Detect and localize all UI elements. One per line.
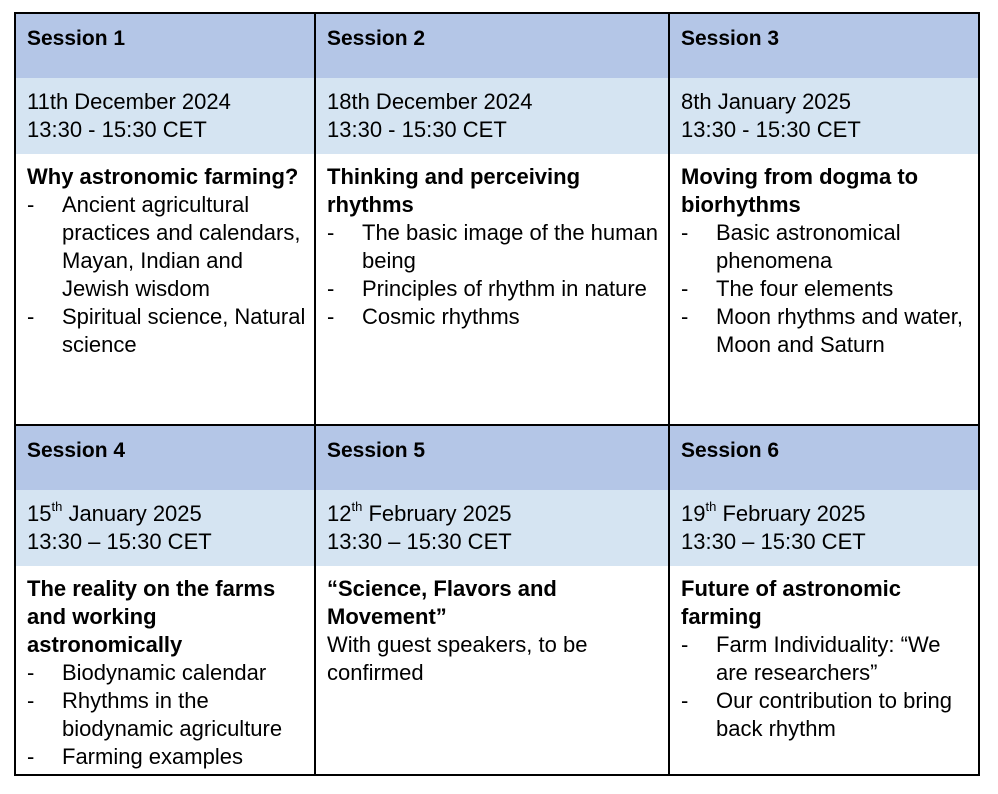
list-item: - Ancient agricultural practices and calendars, Mayan, Indian and Jewish wisdom xyxy=(27,191,308,303)
session-2-topic: Thinking and perceiving rhythms xyxy=(327,164,581,217)
date-ordinal-suffix: th xyxy=(51,498,63,514)
session-3-topic: Moving from dogma to biorhythms xyxy=(681,164,919,217)
session-6-datetime xyxy=(670,490,978,566)
list-item: - Spiritual science, Natural science xyxy=(27,303,308,359)
session-2-cell xyxy=(314,14,668,424)
session-1-date: 11th December 2024 xyxy=(27,89,231,114)
session-3-title: Session 3 xyxy=(670,14,978,78)
session-6-date xyxy=(681,500,968,528)
session-2-items xyxy=(327,219,662,331)
session-4-time: 13:30 – 15:30 CET xyxy=(27,529,212,554)
session-4-title: Session 4 xyxy=(16,426,314,490)
session-2-time: 13:30 - 15:30 CET xyxy=(327,117,507,142)
session-4-cell xyxy=(16,424,314,774)
session-4-datetime xyxy=(16,490,314,566)
session-1-items xyxy=(27,191,308,359)
session-2-date: 18th December 2024 xyxy=(327,89,533,114)
session-3-date: 8th January 2025 xyxy=(681,89,852,114)
session-6-items xyxy=(681,631,972,743)
session-5-topic: “Science, Flavors and Movement” xyxy=(327,576,557,629)
session-6-cell xyxy=(668,424,978,774)
date-ordinal-suffix: th xyxy=(705,498,717,514)
list-item: - Basic astronomical phenomena xyxy=(681,219,972,275)
session-5-note: With guest speakers, to be confirmed xyxy=(327,632,588,685)
date-month-year: February 2025 xyxy=(716,501,866,526)
session-5-date xyxy=(327,500,658,528)
date-ordinal-suffix: th xyxy=(351,498,363,514)
list-item: - Farm Individuality: “We are researchers” xyxy=(681,631,972,687)
session-4-items xyxy=(27,659,308,771)
date-month-year: January 2025 xyxy=(62,501,202,526)
session-schedule-table xyxy=(14,12,980,776)
session-3-time: 13:30 - 15:30 CET xyxy=(681,117,861,142)
list-item: - Moon rhythms and water, Moon and Saturn xyxy=(681,303,972,359)
session-1-topic: Why astronomic farming? xyxy=(27,164,299,189)
list-item: - The basic image of the human being xyxy=(327,219,662,275)
date-day: 19 xyxy=(681,501,706,526)
date-month-year: February 2025 xyxy=(362,501,512,526)
session-5-body xyxy=(316,566,668,687)
session-6-time: 13:30 – 15:30 CET xyxy=(681,529,866,554)
list-item: - Our contribution to bring back rhythm xyxy=(681,687,972,743)
list-item: - The four elements xyxy=(681,275,972,303)
session-1-datetime xyxy=(16,78,314,154)
list-item: - Rhythms in the biodynamic agriculture xyxy=(27,687,308,743)
session-1-time: 13:30 - 15:30 CET xyxy=(27,117,207,142)
session-3-body xyxy=(670,154,978,359)
list-item: - Cosmic rhythms xyxy=(327,303,662,331)
session-3-datetime xyxy=(670,78,978,154)
session-1-body xyxy=(16,154,314,359)
session-5-time: 13:30 – 15:30 CET xyxy=(327,529,512,554)
list-item: - Biodynamic calendar xyxy=(27,659,308,687)
session-2-body xyxy=(316,154,668,331)
session-6-body xyxy=(670,566,978,743)
session-6-title: Session 6 xyxy=(670,426,978,490)
session-4-date xyxy=(27,500,304,528)
session-1-cell xyxy=(16,14,314,424)
list-item: - Principles of rhythm in nature xyxy=(327,275,662,303)
session-3-cell xyxy=(668,14,978,424)
session-1-title: Session 1 xyxy=(16,14,314,78)
session-5-cell xyxy=(314,424,668,774)
session-4-body xyxy=(16,566,314,771)
date-day: 15 xyxy=(27,501,52,526)
session-5-title: Session 5 xyxy=(316,426,668,490)
session-4-topic: The reality on the farms and working astronomically xyxy=(27,576,276,657)
session-5-datetime xyxy=(316,490,668,566)
list-item: - Farming examples xyxy=(27,743,308,771)
session-2-datetime xyxy=(316,78,668,154)
session-2-title: Session 2 xyxy=(316,14,668,78)
session-6-topic: Future of astronomic farming xyxy=(681,576,902,629)
session-3-items xyxy=(681,219,972,359)
date-day: 12 xyxy=(327,501,352,526)
